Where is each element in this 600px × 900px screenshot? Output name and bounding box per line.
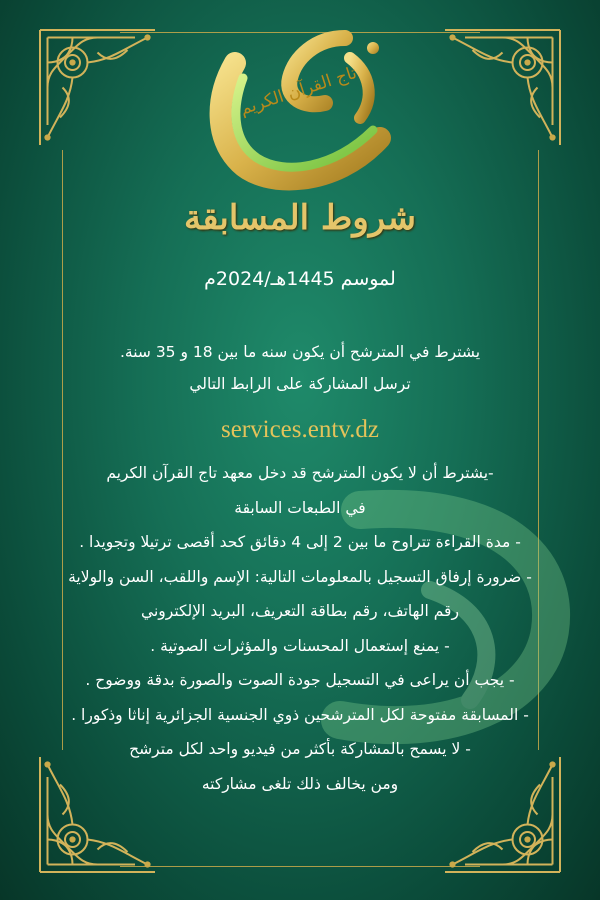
season-label: لموسم 1445هـ/2024م [204,268,396,290]
rule-line: - يجب أن يراعى في التسجيل جودة الصوت والصورة بدقة ووضوح . [85,671,515,689]
rule-line: - لا يسمح بالمشاركة بأكثر من فيديو واحد لكل مترشح [129,740,471,758]
taj-quran-logo [195,18,405,198]
page-title: شروط المسابقة [184,198,416,238]
rule-line: - يمنع إستعمال المحسنات والمؤثرات الصوتية . [150,636,450,655]
logo-calligraphy-text: تاج القرآن الكريم [237,62,360,120]
rule-line: - مدة القراءة تتراوح ما بين 2 إلى 4 دقائق كحد أقصى ترتيلا وتجويدا . [79,533,521,551]
rule-line: رقم الهاتف، رقم بطاقة التعريف، البريد الإلكتروني [141,602,459,620]
corner-ornament-top-left [35,25,160,150]
frame-bottom-line [120,866,480,867]
rule-line: -يشترط أن لا يكون المترشح قد دخل معهد تاج القرآن الكريم [106,464,494,482]
rule-line: - المسابقة مفتوحة لكل المترشحين ذوي الجنسية الجزائرية إناثا وذكورا . [71,705,529,724]
rule-line: ومن يخالف ذلك تلغى مشاركته [201,774,399,793]
submission-link[interactable]: services.entv.dz [220,416,380,443]
corner-ornament-top-right [440,25,565,150]
rule-line: - ضرورة إرفاق التسجيل بالمعلومات التالية: الإسم واللقب، السن والولاية [68,567,532,586]
rule-line: في الطبعات السابقة [234,498,366,517]
intro-line-2: ترسل المشاركة على الرابط التالي [189,375,411,393]
intro-line-1: يشترط في المترشح أن يكون سنه ما بين 18 و 35 سنة. [119,343,481,361]
rules-list [60,456,540,801]
intro-block [70,336,530,400]
